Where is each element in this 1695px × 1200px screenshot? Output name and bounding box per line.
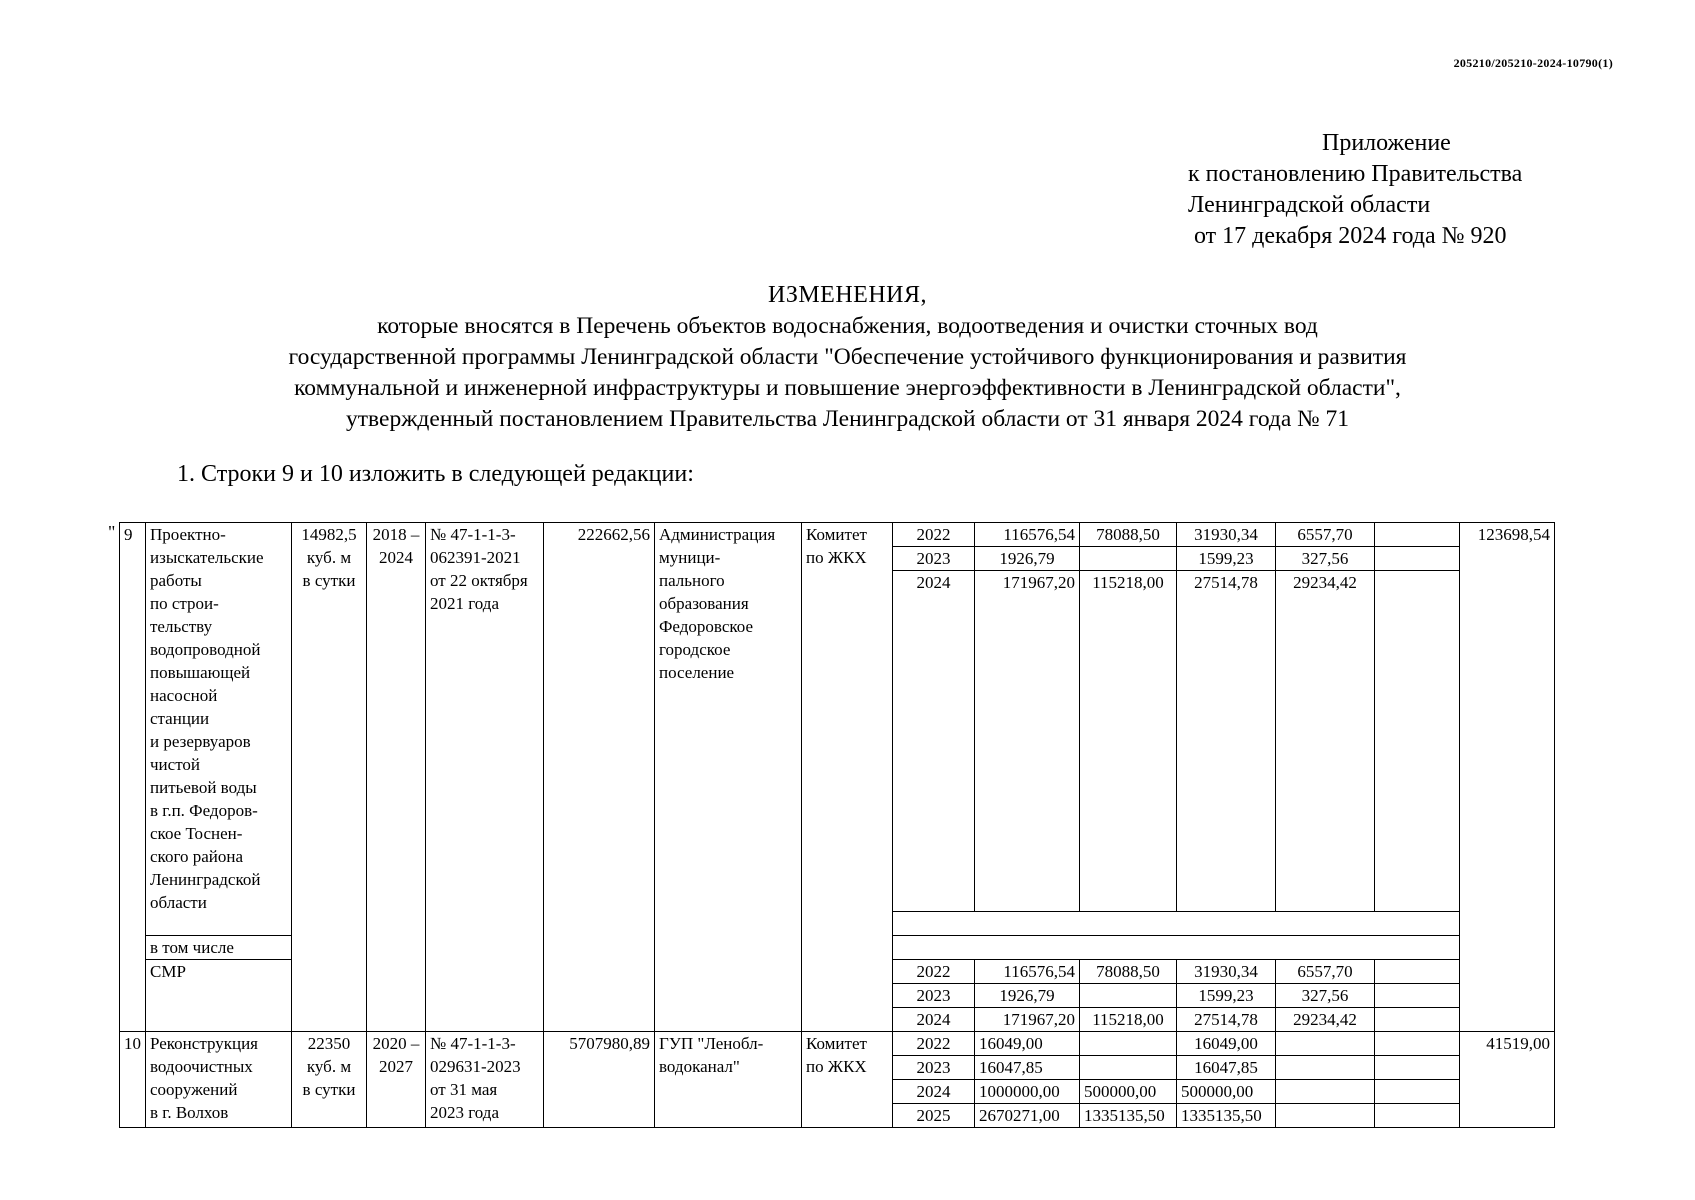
cell-line: и резервуаров	[150, 732, 251, 751]
other-amount	[1375, 984, 1460, 1008]
local-amount: 29234,42	[1276, 571, 1375, 912]
cell-line: 062391-2021	[430, 548, 521, 567]
cell-line: сооружений	[150, 1080, 238, 1099]
regional-amount: 31930,34	[1177, 523, 1276, 547]
cell-line: в сутки	[302, 571, 356, 590]
cell-line: от 22 октября	[430, 571, 528, 590]
cell-line: 14982,5	[301, 525, 357, 544]
spacer-cell	[893, 912, 1460, 936]
including-label: в том числе	[146, 936, 292, 960]
total-amount: 16049,00	[975, 1032, 1080, 1056]
year: 2024	[893, 1008, 975, 1032]
cell-line: по ЖКХ	[806, 1057, 867, 1076]
document-title	[0, 280, 1695, 435]
cell-line: 2021 года	[430, 594, 500, 613]
cell-line: чистой	[150, 755, 200, 774]
cell-line: работы	[150, 571, 202, 590]
year: 2022	[893, 1032, 975, 1056]
cell-line: 029631-2023	[430, 1057, 521, 1076]
year: 2025	[893, 1104, 975, 1128]
cell-line: ское Тоснен-	[150, 824, 243, 843]
remaining-cost: 41519,00	[1460, 1032, 1555, 1128]
total-amount: 2670271,00	[975, 1104, 1080, 1128]
other-amount	[1375, 1032, 1460, 1056]
local-amount: 327,56	[1276, 984, 1375, 1008]
federal-amount	[1080, 1056, 1177, 1080]
cell-line: водоканал"	[659, 1057, 740, 1076]
cell-line: по ЖКХ	[806, 548, 867, 567]
cell-line: 2020 –	[372, 1034, 420, 1053]
other-amount	[1375, 1104, 1460, 1128]
regional-amount: 1599,23	[1177, 547, 1276, 571]
expertise-conclusion	[426, 1032, 544, 1128]
document-id: 205210/205210-2024-10790(1)	[1453, 56, 1613, 70]
federal-amount: 78088,50	[1080, 960, 1177, 984]
total-amount: 1000000,00	[975, 1080, 1080, 1104]
cell-line: 22350	[307, 1034, 351, 1053]
cell-line: от 31 мая	[430, 1080, 498, 1099]
regional-amount: 27514,78	[1177, 1008, 1276, 1032]
opening-quote: "	[108, 522, 116, 542]
cell-line: Федоровское	[659, 617, 754, 636]
cell-line: водопроводной	[150, 640, 261, 659]
other-amount	[1375, 571, 1460, 912]
cell-line: ГУП "Ленобл-	[659, 1034, 764, 1053]
cell-line: образования	[659, 594, 749, 613]
title-line: коммунальной и инженерной инфраструктуры и повышение энергоэффективности в Ленинградской области",	[294, 375, 1401, 401]
cell-line: станции	[150, 709, 210, 728]
customer	[655, 1032, 802, 1128]
federal-amount: 115218,00	[1080, 1008, 1177, 1032]
appendix-line: Приложение	[1322, 130, 1451, 156]
capacity	[292, 1032, 367, 1128]
period	[367, 1032, 426, 1128]
total-amount: 1926,79	[975, 547, 1080, 571]
federal-amount: 1335135,50	[1080, 1104, 1177, 1128]
cell-line: ского района	[150, 847, 244, 866]
local-amount	[1276, 1032, 1375, 1056]
federal-amount: 500000,00	[1080, 1080, 1177, 1104]
cell-line: изыскательские	[150, 548, 264, 567]
other-amount	[1375, 1056, 1460, 1080]
local-amount: 6557,70	[1276, 960, 1375, 984]
table-row	[120, 1032, 1555, 1056]
regional-amount: 16049,00	[1177, 1032, 1276, 1056]
other-amount	[1375, 547, 1460, 571]
cell-line: насосной	[150, 686, 218, 705]
cell-line: тельству	[150, 617, 213, 636]
capacity	[292, 523, 367, 1032]
cell-line: 2024	[379, 548, 413, 567]
local-amount: 29234,42	[1276, 1008, 1375, 1032]
appendix-line: от 17 декабря 2024 года № 920	[1194, 223, 1507, 249]
cell-line: городское	[659, 640, 731, 659]
appendix-line: Ленинградской области	[1188, 192, 1431, 218]
federal-amount: 115218,00	[1080, 571, 1177, 912]
local-amount	[1276, 1104, 1375, 1128]
total-amount: 171967,20	[975, 571, 1080, 912]
title-line: которые вносятся в Перечень объектов водоснабжения, водоотведения и очистки сточных вод	[377, 313, 1318, 339]
objects-table	[119, 522, 1555, 1128]
title-line: государственной программы Ленинградской области "Обеспечение устойчивого функционирования и развития	[288, 344, 1407, 370]
total-amount: 116576,54	[975, 960, 1080, 984]
other-amount	[1375, 960, 1460, 984]
federal-amount: 78088,50	[1080, 523, 1177, 547]
appendix-header	[1188, 128, 1522, 252]
responsible-body	[802, 1032, 893, 1128]
cell-line: № 47-1-1-3-	[430, 525, 516, 544]
expertise-conclusion	[426, 523, 544, 1032]
year: 2023	[893, 984, 975, 1008]
title-line: утвержденный постановлением Правительства Ленинградской области от 31 января 2024 года № 71	[346, 406, 1349, 432]
object-name	[146, 523, 292, 936]
cell-line: в сутки	[302, 1080, 356, 1099]
table-row	[120, 523, 1555, 547]
cell-line: водоочистных	[150, 1057, 253, 1076]
appendix-line: к постановлению Правительства	[1188, 161, 1523, 187]
regional-amount: 1599,23	[1177, 984, 1276, 1008]
cell-line: Проектно-	[150, 525, 226, 544]
cell-line: области	[150, 893, 207, 912]
cell-line: 2018 –	[372, 525, 420, 544]
regional-amount: 27514,78	[1177, 571, 1276, 912]
cell-line: Комитет	[806, 1034, 867, 1053]
year: 2022	[893, 523, 975, 547]
cell-line: пального	[659, 571, 725, 590]
estimated-cost: 222662,56	[544, 523, 655, 1032]
total-amount: 16047,85	[975, 1056, 1080, 1080]
other-amount	[1375, 1008, 1460, 1032]
smr-label: СМР	[146, 960, 292, 1032]
cell-line: 2023 года	[430, 1103, 500, 1122]
cell-line: Администрация	[659, 525, 776, 544]
row-number: 10	[120, 1032, 146, 1128]
cell-line: Комитет	[806, 525, 867, 544]
local-amount	[1276, 1056, 1375, 1080]
intro-paragraph: 1. Строки 9 и 10 изложить в следующей редакции:	[177, 461, 694, 487]
regional-amount: 31930,34	[1177, 960, 1276, 984]
cell-line: Ленинградской	[150, 870, 261, 889]
local-amount	[1276, 1080, 1375, 1104]
remaining-cost: 123698,54	[1460, 523, 1555, 1032]
federal-amount	[1080, 547, 1177, 571]
total-amount: 171967,20	[975, 1008, 1080, 1032]
spacer-cell	[893, 936, 1460, 960]
regional-amount: 500000,00	[1177, 1080, 1276, 1104]
year: 2024	[893, 571, 975, 912]
customer	[655, 523, 802, 1032]
cell-line: № 47-1-1-3-	[430, 1034, 516, 1053]
other-amount	[1375, 1080, 1460, 1104]
cell-line: в г. Волхов	[150, 1103, 229, 1122]
cell-line: куб. м	[306, 548, 352, 567]
cell-line: повышающей	[150, 663, 251, 682]
year: 2024	[893, 1080, 975, 1104]
cell-line: поселение	[659, 663, 735, 682]
cell-line: 2027	[379, 1057, 413, 1076]
total-amount: 116576,54	[975, 523, 1080, 547]
local-amount: 327,56	[1276, 547, 1375, 571]
estimated-cost: 5707980,89	[544, 1032, 655, 1128]
federal-amount	[1080, 1032, 1177, 1056]
cell-line: питьевой воды	[150, 778, 257, 797]
regional-amount: 16047,85	[1177, 1056, 1276, 1080]
object-name	[146, 1032, 292, 1128]
title-main: ИЗМЕНЕНИЯ,	[767, 282, 928, 308]
total-amount: 1926,79	[975, 984, 1080, 1008]
regional-amount: 1335135,50	[1177, 1104, 1276, 1128]
period	[367, 523, 426, 1032]
other-amount	[1375, 523, 1460, 547]
federal-amount	[1080, 984, 1177, 1008]
responsible-body	[802, 523, 893, 1032]
cell-line: муници-	[659, 548, 721, 567]
year: 2023	[893, 547, 975, 571]
year: 2022	[893, 960, 975, 984]
row-number: 9	[120, 523, 146, 1032]
year: 2023	[893, 1056, 975, 1080]
cell-line: куб. м	[306, 1057, 352, 1076]
cell-line: Реконструкция	[150, 1034, 259, 1053]
cell-line: по строи-	[150, 594, 219, 613]
local-amount: 6557,70	[1276, 523, 1375, 547]
cell-line: в г.п. Федоров-	[150, 801, 258, 820]
